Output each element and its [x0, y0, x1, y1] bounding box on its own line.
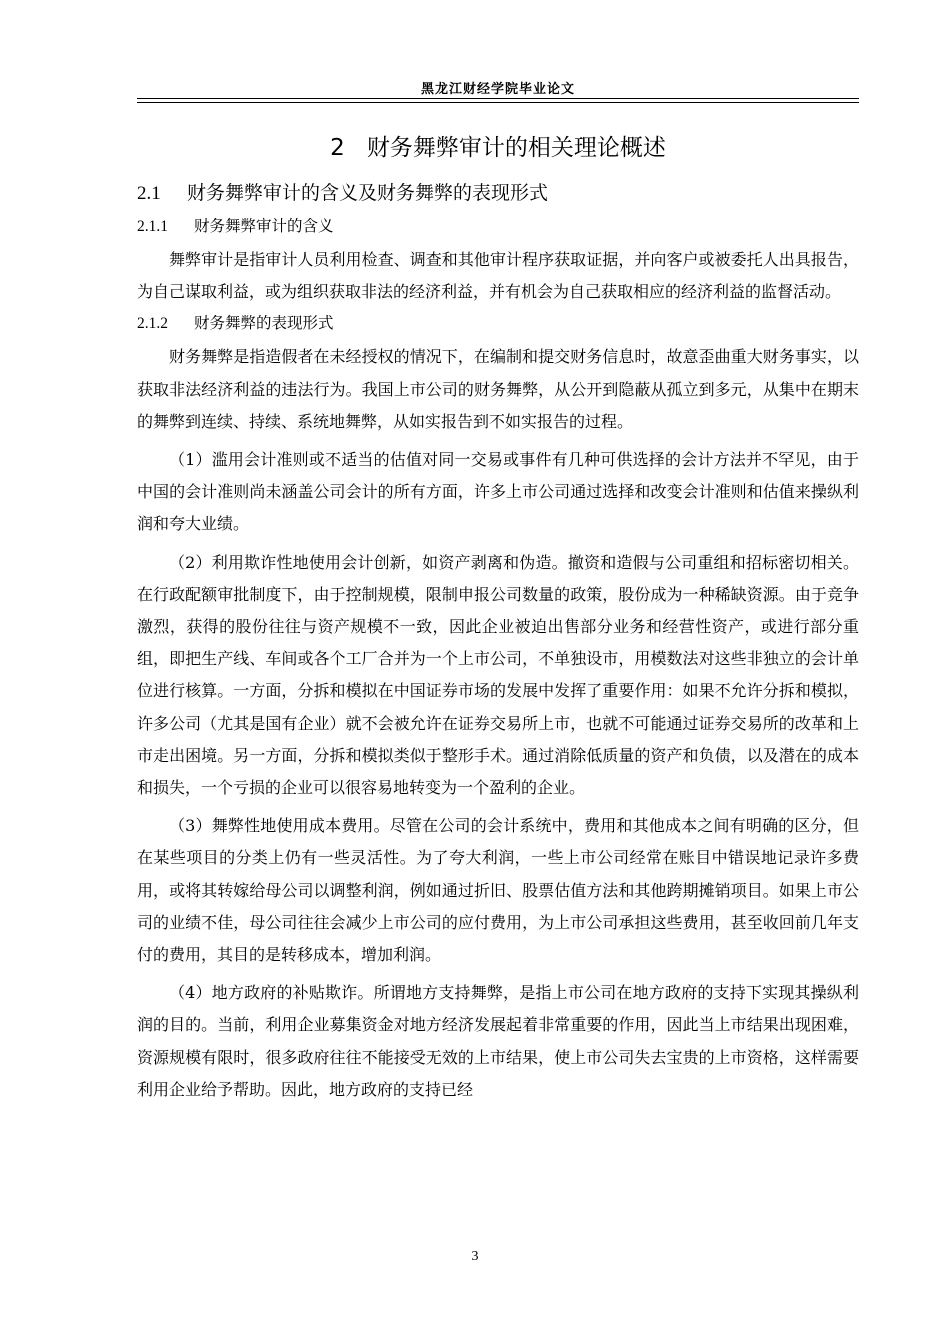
paragraph: （2）利用欺诈性地使用会计创新，如资产剥离和伪造。撤资和造假与公司重组和招标密切相关。在行政配额审批制度下，由于控制规模，限制申报公司数量的政策，股份成为一种稀缺资源。由于竞争激烈，获得的股份往往与资产规模不一致，因此企业被迫出售部分业务和经营性资产，或进行部分重组，即把生产线、车间或各个工厂合并为一个上市公司，不单独设市，用模数法对这些非独立的会计单位进行核算。一方面，分拆和模拟在中国证券市场的发展中发挥了重要作用：如果不允许分拆和模拟，许多公司（尤其是国有企业）就不会被允许在证券交易所上市，也就不可能通过证券交易所的改革和上市走出困境。另一方面，分拆和模拟类似于整形手术。通过消除低质量的资产和负债，以及潜在的成本和损失，一个亏损的企业可以很容易地转变为一个盈利的企业。 [137, 552, 859, 798]
chapter-title: 财务舞弊审计的相关理论概述 [366, 135, 666, 161]
section-number: 2.1 [137, 183, 161, 204]
section-heading [137, 176, 859, 211]
subsection-heading [137, 211, 859, 242]
chapter-heading [137, 128, 859, 168]
subsection-title: 财务舞弊的表现形式 [194, 314, 334, 333]
header-rule-thin [137, 102, 859, 103]
page-header: 黑龙江财经学院毕业论文 [420, 82, 575, 97]
header-rule-thick [137, 98, 859, 99]
paragraph: （4）地方政府的补贴欺诈。所谓地方支持舞弊，是指上市公司在地方政府的支持下实现其操纵利润的目的。当前，利用企业募集资金对地方经济发展起着非常重要的作用，因此当上市结果出现困难，资源规模有限时，很多政府往往不能接受无效的上市结果，使上市公司失去宝贵的上市资格，这样需要利用企业给予帮助。因此，地方政府的支持已经 [137, 983, 859, 1099]
subsection-title: 财务舞弊审计的含义 [194, 217, 334, 235]
section-title: 财务舞弊审计的含义及财务舞弊的表现形式 [187, 182, 549, 204]
page-body [137, 128, 859, 1106]
paragraph: 舞弊审计是指审计人员利用检查、调查和其他审计程序获取证据，并向客户或被委托人出具报告，为自己谋取利益，或为组织获取非法的经济利益，并有机会为自己获取相应的经济利益的监督活动。 [137, 250, 859, 302]
paragraph: （3）舞弊性地使用成本费用。尽管在公司的会计系统中，费用和其他成本之间有明确的区分，但在某些项目的分类上仍有一些灵活性。为了夸大利润，一些上市公司经常在账目中错误地记录许多费用，或将其转嫁给母公司以调整利润，例如通过折旧、股票估值方法和其他跨期摊销项目。如果上市公司的业绩不佳，母公司往往会减少上市公司的应付费用，为上市公司承担这些费用，甚至收回前几年支付的费用，其目的是转移成本，增加利润。 [137, 816, 859, 965]
page-number: 3 [471, 1249, 479, 1264]
paragraph: （1）滥用会计准则或不适当的估值对同一交易或事件有几种可供选择的会计方法并不罕见，由于中国的会计准则尚未涵盖公司会计的所有方面，许多上市公司通过选择和改变会计准则和估值来操纵利润和夸大业绩。 [137, 450, 859, 534]
subsection-number: 2.1.2 [137, 315, 168, 333]
paragraph: 财务舞弊是指造假者在未经授权的情况下，在编制和提交财务信息时，故意歪曲重大财务事实，以获取非法经济利益的违法行为。我国上市公司的财务舞弊，从公开到隐蔽从孤立到多元，从集中在期末的舞弊到连续、持续、系统地舞弊，从如实报告到不如实报告的过程。 [137, 347, 859, 431]
subsection-number: 2.1.1 [137, 218, 168, 235]
subsection-heading [137, 308, 859, 339]
chapter-number: 2 [330, 135, 345, 161]
